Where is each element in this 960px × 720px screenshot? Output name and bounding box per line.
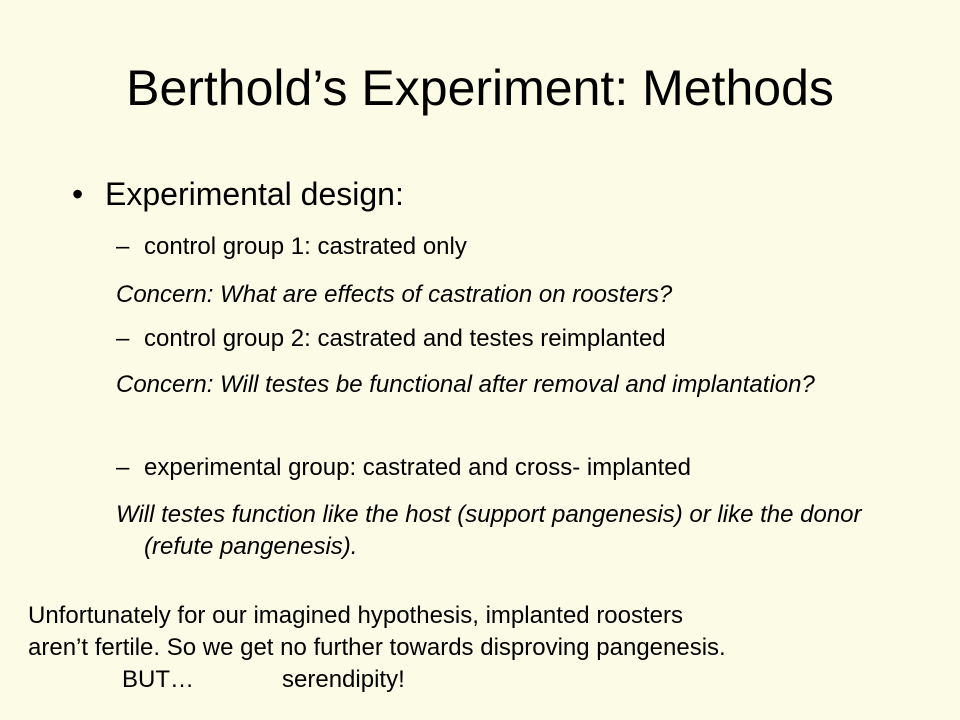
concern-note-functional: Concern: Will testes be functional after removal and implantation? (116, 371, 815, 398)
dash-marker: – (116, 454, 130, 481)
footer-line-2: aren’t fertile. So we get no further towards disproving pangenesis. (28, 634, 726, 661)
sub-bullet-text: experimental group: castrated and cross- implanted (144, 454, 691, 481)
bullet-marker: • (72, 176, 84, 212)
footer-line-3 (28, 664, 958, 696)
question-note-host-donor: Will testes function like the host (support pangenesis) or like the donor (refute pangenesis). (116, 501, 862, 560)
footer-line-1: Unfortunately for our imagined hypothesis, implanted roosters (28, 602, 684, 629)
concern-note-castration: Concern: What are effects of castration on roosters? (116, 281, 673, 308)
footer-but: BUT… (122, 666, 194, 693)
dash-marker: – (116, 325, 130, 352)
dash-marker: – (116, 233, 130, 260)
footer-serendipity: serendipity! (282, 666, 405, 693)
sub-bullet-text: control group 2: castrated and testes reimplanted (144, 325, 666, 352)
footer-conclusion (28, 600, 958, 696)
main-bullet-text: Experimental design: (105, 176, 404, 212)
sub-bullet-text: control group 1: castrated only (144, 233, 467, 260)
slide-title: Berthold’s Experiment: Methods (126, 60, 834, 116)
